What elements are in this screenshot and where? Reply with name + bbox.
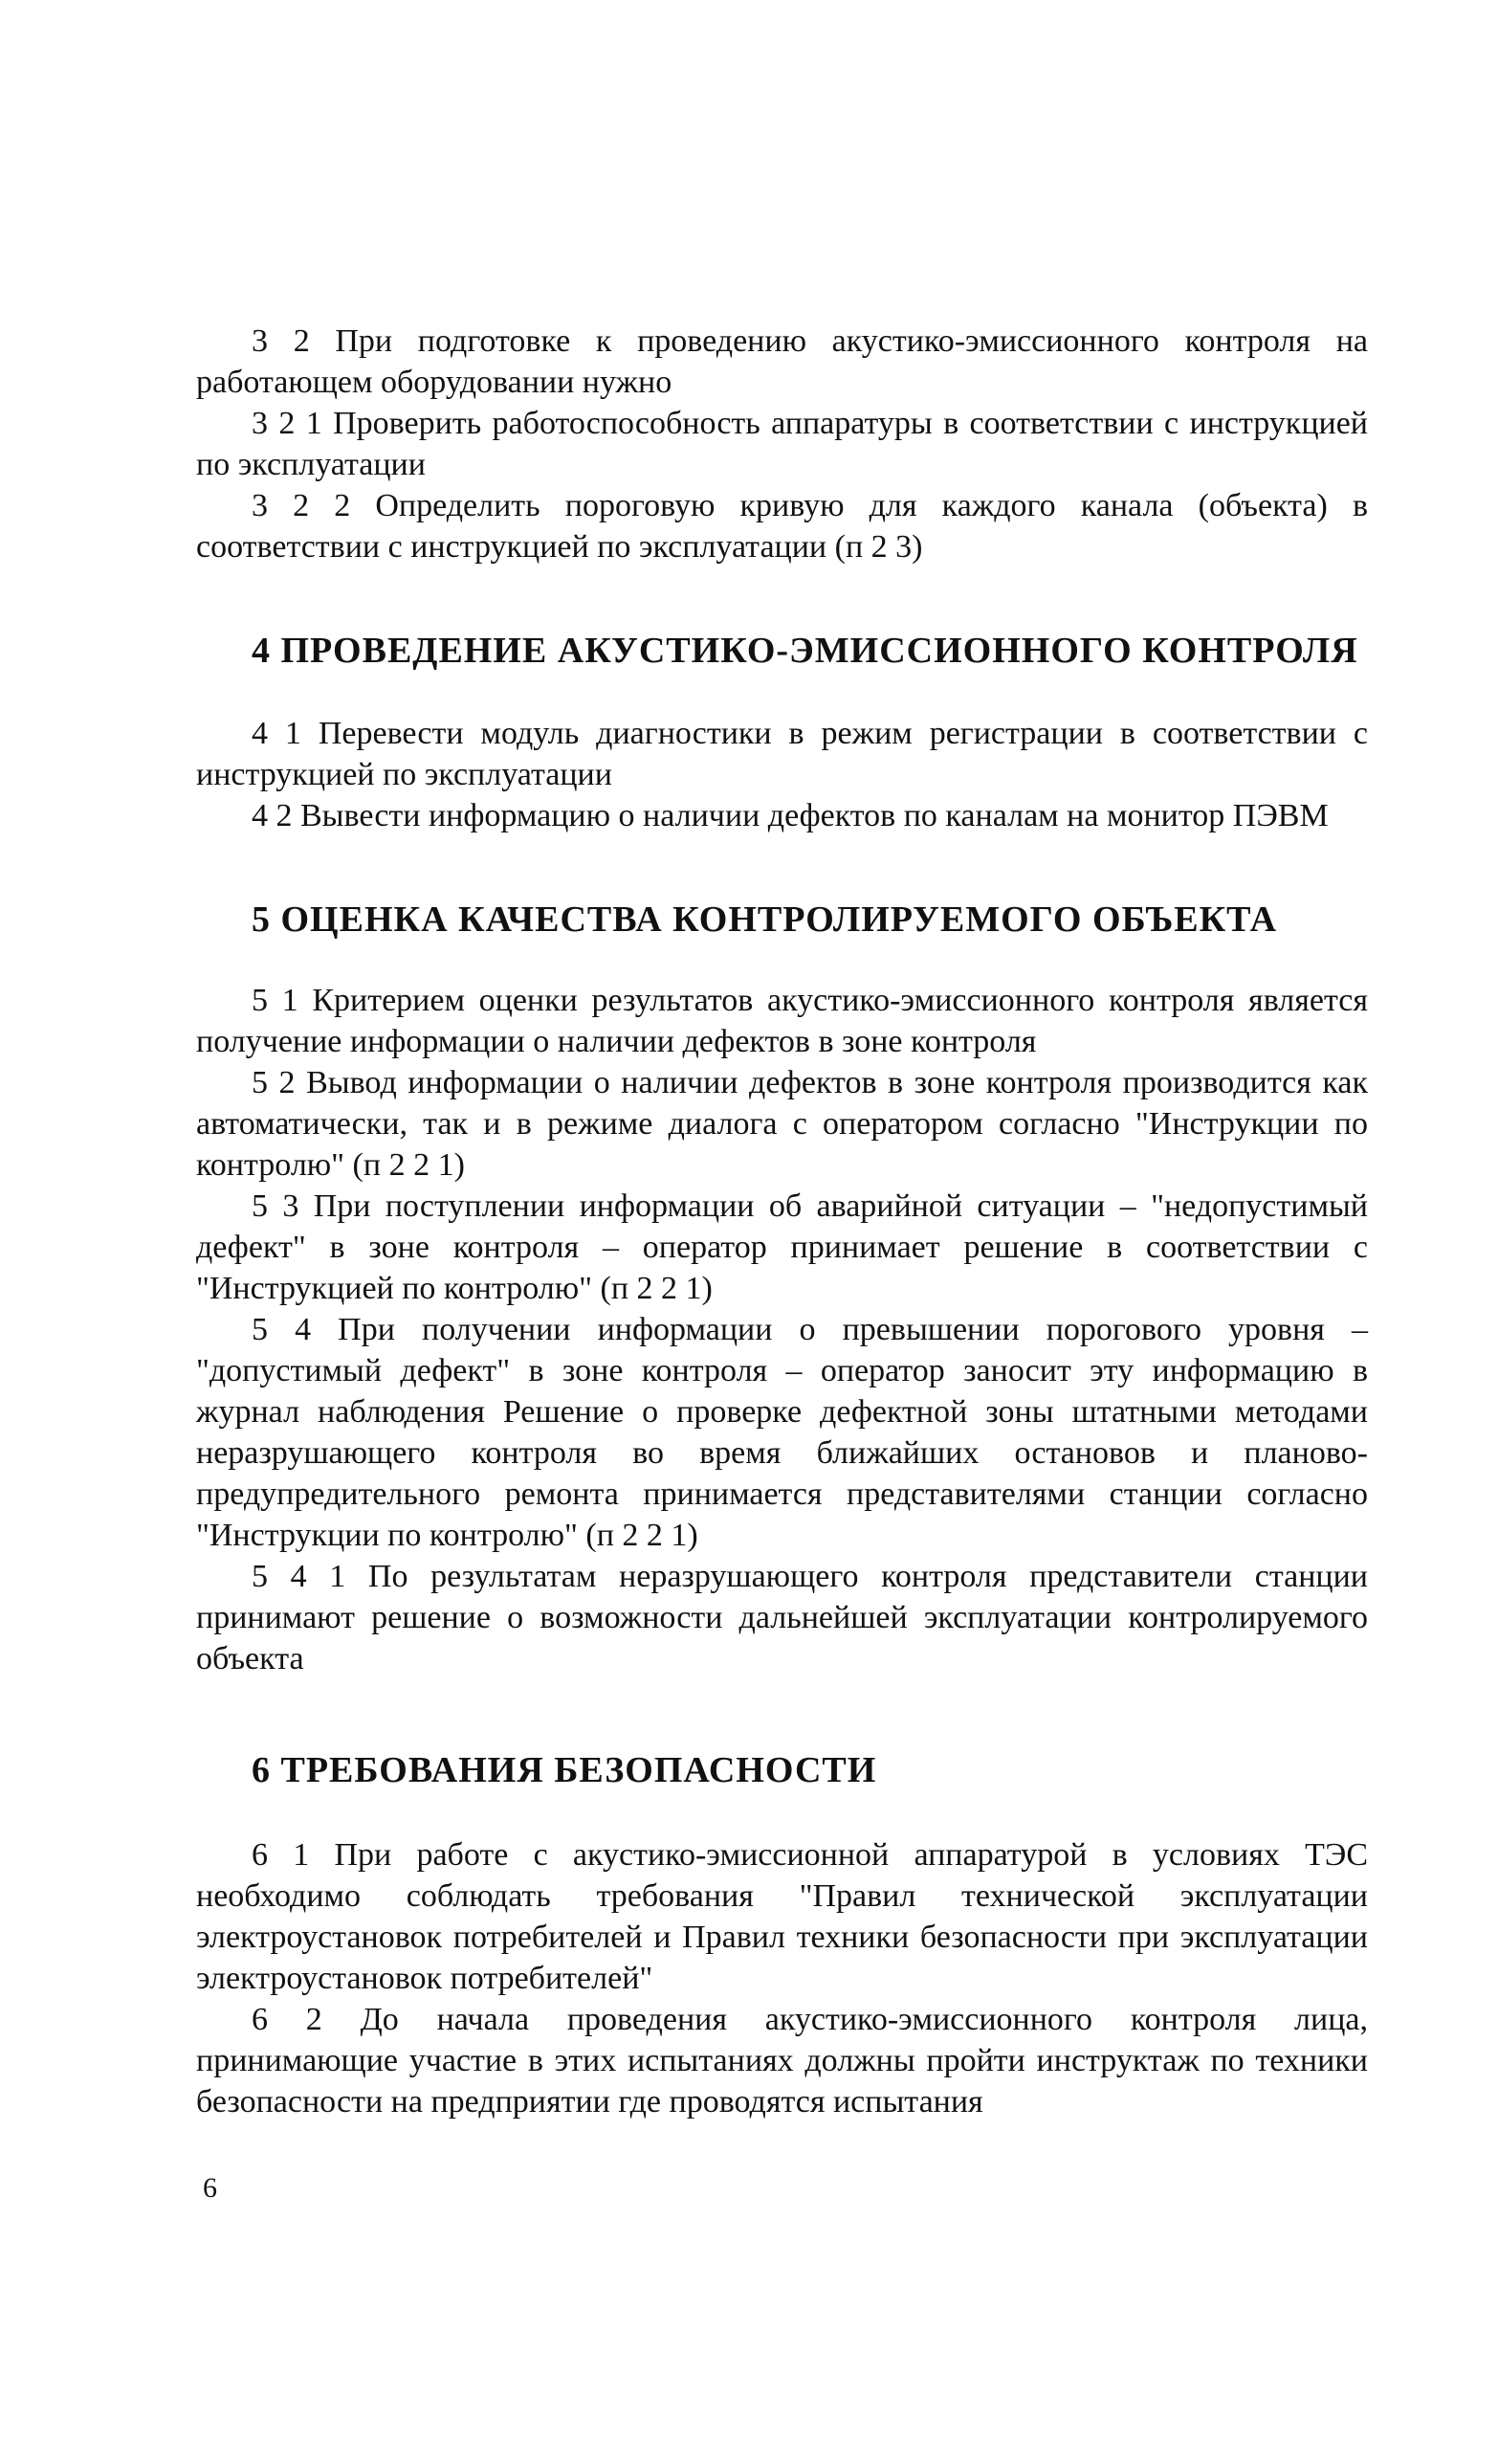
paragraph-5-4-1: 5 4 1 По результатам неразрушающего контроля представители станции принимают решение о возможности дальнейшей эксплуатации контролируемого объекта [196,1559,1368,1676]
paragraph-5-4: 5 4 При получении информации о превышении порогового уровня – "допустимый дефект" в зоне контроля – оператор заносит эту информацию в журнал наблюдения Решение о проверке дефектной зоны штатными методами неразрушающего контроля во время ближайших остановов и планово-предупредительного ремонта принимается представителями станции согласно "Инструкции по контролю" (п 2 2 1) [196,1312,1368,1553]
section-6-heading: 6 ТРЕБОВАНИЯ БЕЗОПАСНОСТИ [252,1750,877,1790]
paragraph-5-3: 5 3 При поступлении информации об аварийной ситуации – "недопустимый дефект" в зоне контроля – оператор принимает решение в соответствии с "Инструкцией по контролю" (п 2 2 1) [196,1188,1368,1306]
paragraph-5-2: 5 2 Вывод информации о наличии дефектов в зоне контроля производится как автоматически, так и в режиме диалога с оператором согласно "Инструкции по контролю" (п 2 2 1) [196,1065,1368,1183]
paragraph-6-1: 6 1 При работе с акустико-эмиссионной аппаратурой в условиях ТЭС необходимо соблюдать требования "Правил технической эксплуатации электроустановок потребителей и Правил техники безопасности при эксплуатации электроустановок потребителей" [196,1837,1368,1996]
document-body [196,321,1368,2122]
paragraph-3-2-1: 3 2 1 Проверить работоспособность аппаратуры в соответствии с инструкцией по эксплуатации [196,406,1368,482]
paragraph-3-2: 3 2 При подготовке к проведению акустико-эмиссионного контроля на работающем оборудовании нужно [196,323,1368,400]
section-4-heading: 4 ПРОВЕДЕНИЕ АКУСТИКО-ЭМИССИОННОГО КОНТРОЛЯ [252,631,1358,671]
paragraph-6-2: 6 2 До начала проведения акустико-эмиссионного контроля лица, принимающие участие в этих испытаниях должны пройти инструктаж по техники безопасности на предприятии где проводятся испытания [196,2002,1368,2120]
paragraph-5-1: 5 1 Критерием оценки результатов акустико-эмиссионного контроля является получение информации о наличии дефектов в зоне контроля [196,983,1368,1059]
paragraph-4-2: 4 2 Вывести информацию о наличии дефектов по каналам на монитор ПЭВМ [252,798,1329,833]
section-5-heading: 5 ОЦЕНКА КАЧЕСТВА КОНТРОЛИРУЕМОГО ОБЪЕКТА [252,899,1278,940]
paragraph-3-2-2: 3 2 2 Определить пороговую кривую для каждого канала (объекта) в соответствии с инструкцией по эксплуатации (п 2 3) [196,488,1368,565]
page-number: 6 [203,2172,217,2204]
paragraph-4-1: 4 1 Перевести модуль диагностики в режим регистрации в соответствии с инструкцией по эксплуатации [196,716,1368,792]
